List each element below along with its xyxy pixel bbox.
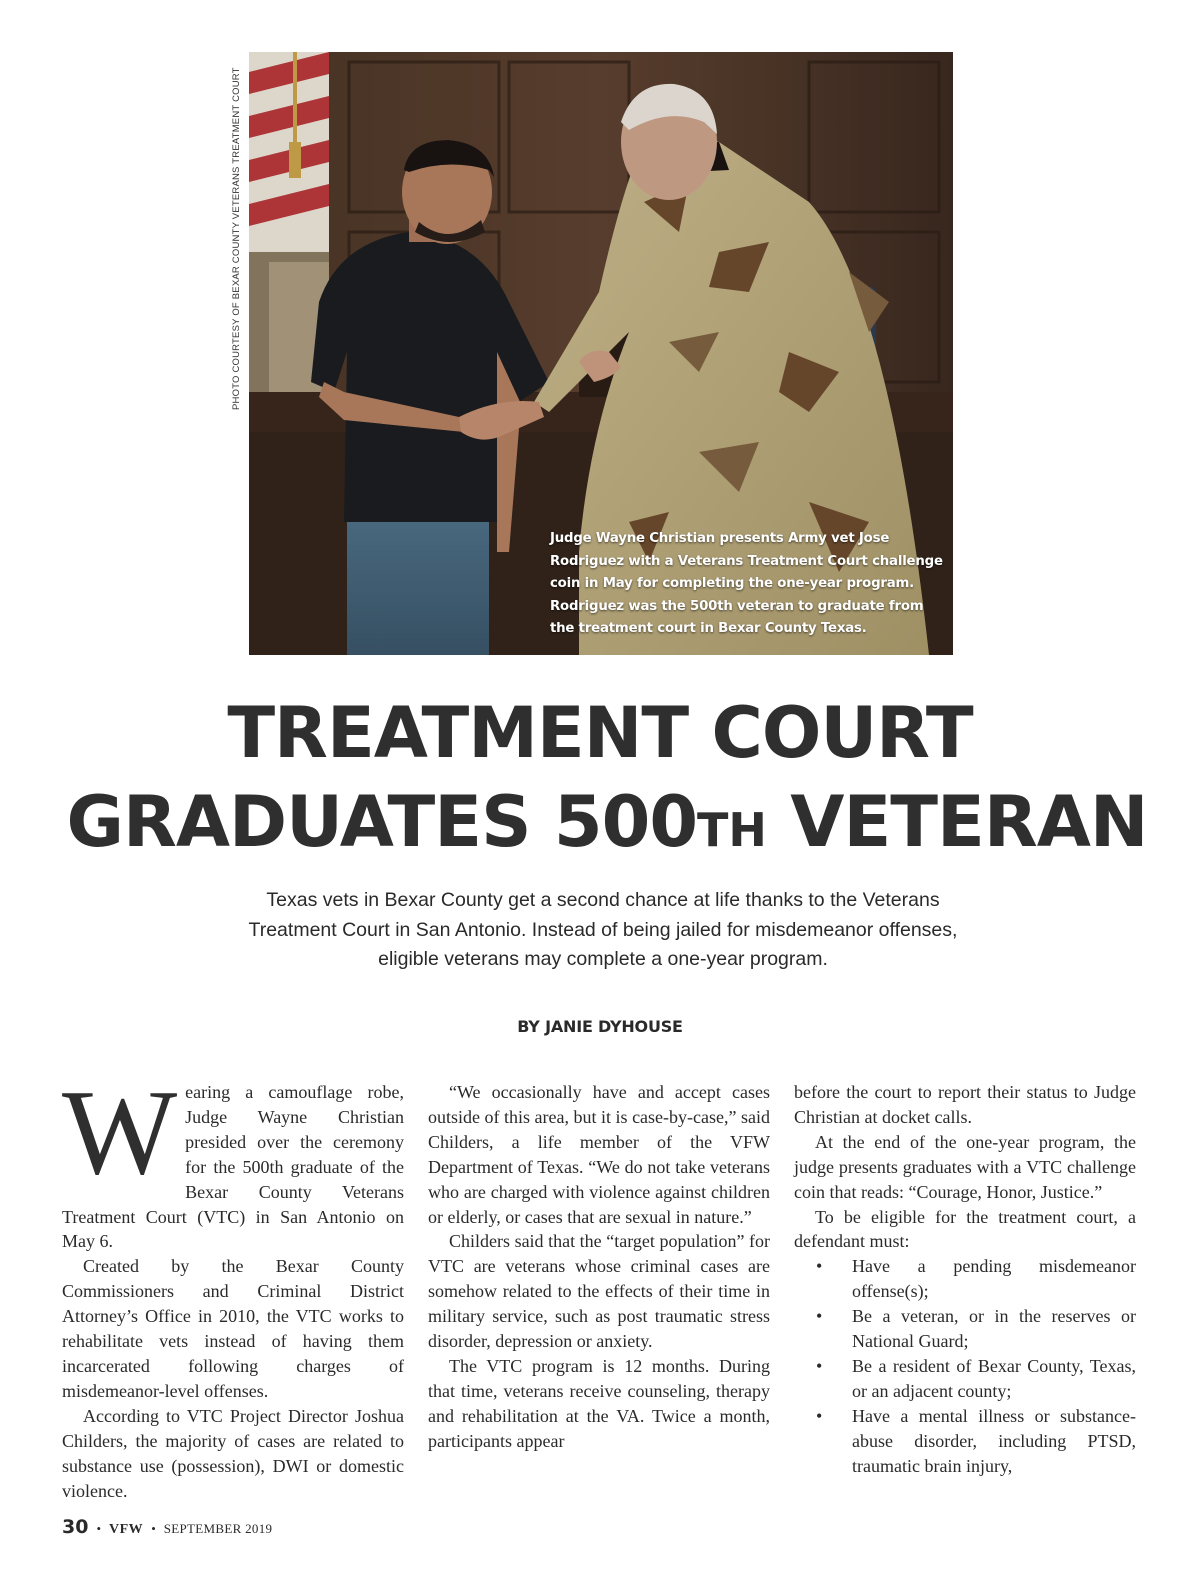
- page-footer: [62, 1516, 272, 1538]
- article-deck: Texas vets in Bexar County get a second chance at life thanks to the Veterans Treatment Court in San Antonio. Instead of being jailed for misdemeanor offenses, eligible veterans may complete a one-year program.: [248, 889, 958, 970]
- article-paragraph: Childers said that the “target population” for VTC are veterans whose criminal cases are somehow related to the effects of their time in military service, such as post traumatic stress disorder, depression or anxiety.: [428, 1231, 770, 1352]
- bullet-icon: •: [816, 1405, 823, 1426]
- paragraph-text: earing a camouflage robe, Judge Wayne Christian presided over the ceremony for the 500th graduate of the Bexar County Veterans Treatment Court (VTC) in San Antonio on May 6.: [62, 1082, 404, 1252]
- article-paragraph: Created by the Bexar County Commissioners and Criminal District Attorney’s Office in 2010, the VTC works to rehabilitate vets instead of having them incarcerated following charges of misdemeanor-level offenses.: [62, 1256, 404, 1401]
- list-item: [794, 1354, 1136, 1404]
- list-item-text: Have a pending misdemeanor offense(s);: [852, 1256, 1136, 1302]
- byline: BY JANIE DYHOUSE: [517, 1017, 683, 1036]
- photo-credit: PHOTO COURTESY OF BEXAR COUNTY VETERANS TREATMENT COURT: [231, 67, 242, 410]
- issue-date: SEPTEMBER 2019: [163, 1521, 273, 1536]
- article-paragraph: At the end of the one-year program, the judge presents graduates with a VTC challenge coin that reads: “Courage, Honor, Justice.”: [794, 1131, 1136, 1202]
- article-paragraph: before the court to report their status to Judge Christian at docket calls.: [794, 1082, 1136, 1127]
- list-item: [794, 1304, 1136, 1354]
- photo-caption: Judge Wayne Christian presents Army vet Jose Rodriguez with a Veterans Treatment Court challenge coin in May for completing the one-year program. Rodriguez was the 500th veteran to graduate from the treatment court in Bexar County Texas.: [550, 531, 943, 636]
- bullet-icon: •: [816, 1256, 823, 1277]
- page-number: 30: [62, 1516, 89, 1538]
- eligibility-list: [794, 1254, 1136, 1478]
- footer-separator: •: [96, 1521, 102, 1536]
- drop-cap: W: [62, 1065, 178, 1200]
- headline-line-2-post: VETERAN: [766, 781, 1148, 863]
- headline-ordinal-suffix: TH: [697, 803, 767, 857]
- headline-line-1: TREATMENT COURT: [227, 692, 973, 774]
- article-column-2: [428, 1080, 770, 1454]
- list-item: [794, 1254, 1136, 1304]
- article-column-1: [62, 1065, 404, 1503]
- article-paragraph: [62, 1065, 404, 1254]
- footer-separator: •: [151, 1521, 156, 1536]
- headline-line-2: [7, 780, 1200, 872]
- article-paragraph: The VTC program is 12 months. During that time, veterans receive counseling, therapy and rehabilitation at the VA. Twice a month, participants appear: [428, 1355, 770, 1451]
- article-paragraph: “We occasionally have and accept cases outside of this area, but it is case-by-case,” said Childers, a life member of the VFW Department of Texas. “We do not take veterans who are charged with violence against children or elderly, or cases that are sexual in nature.”: [428, 1082, 770, 1227]
- headline-line-2-pre: GRADUATES 500: [66, 781, 698, 863]
- article-column-3: [794, 1080, 1136, 1479]
- list-item-text: Be a veteran, or in the reserves or National Guard;: [852, 1306, 1136, 1352]
- list-item-text: Have a mental illness or substance-abuse disorder, including PTSD, traumatic brain injury,: [852, 1405, 1136, 1476]
- magazine-name: VFW: [109, 1522, 144, 1537]
- article-paragraph: According to VTC Project Director Joshua Childers, the majority of cases are related to substance use (possession), DWI or domestic violence.: [62, 1405, 404, 1501]
- bullet-icon: •: [816, 1306, 823, 1327]
- article-photo: [249, 52, 953, 655]
- article-paragraph: To be eligible for the treatment court, a defendant must:: [794, 1206, 1136, 1252]
- bullet-icon: •: [816, 1355, 823, 1376]
- list-item-text: Be a resident of Bexar County, Texas, or an adjacent county;: [852, 1355, 1136, 1401]
- list-item: [794, 1404, 1136, 1479]
